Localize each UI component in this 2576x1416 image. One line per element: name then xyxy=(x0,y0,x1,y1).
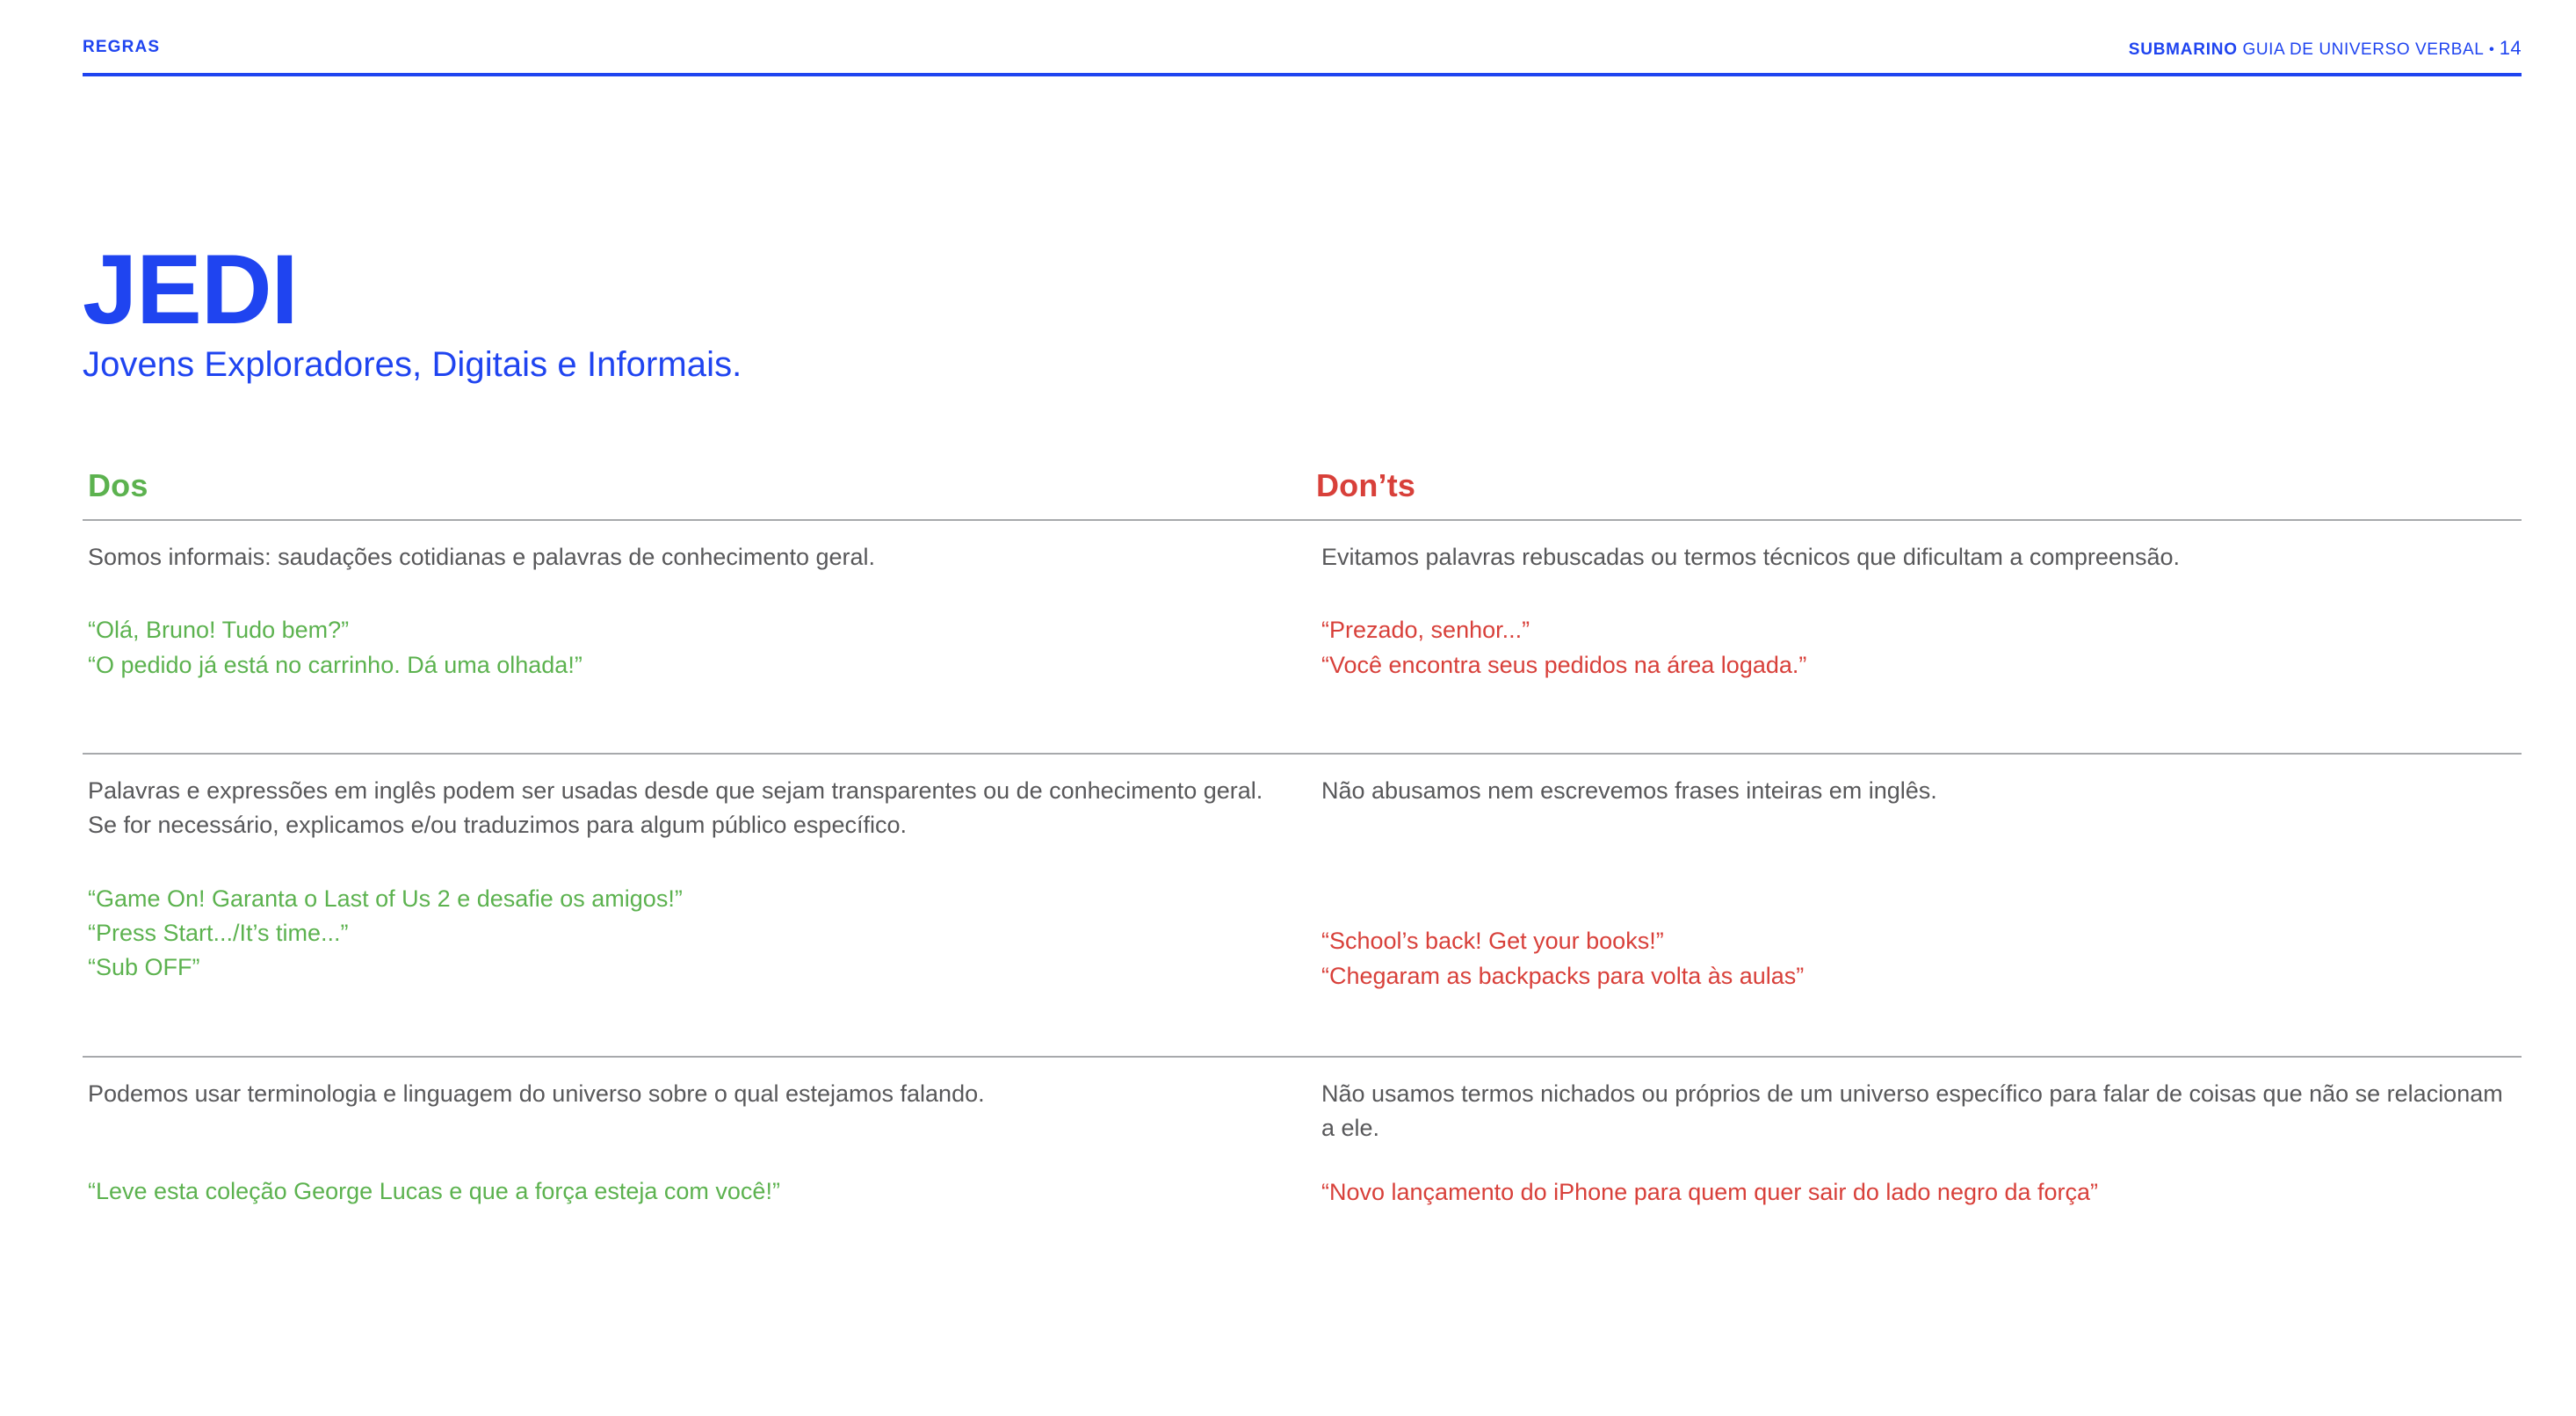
dos-example: “Game On! Garanta o Last of Us 2 e desafie os amigos!” xyxy=(88,885,683,912)
table-row xyxy=(83,521,2522,753)
header-rule xyxy=(83,73,2522,76)
dos-statement: Podemos usar terminologia e linguagem do universo sobre o qual estejamos falando. xyxy=(88,1080,985,1107)
table-cell-donts xyxy=(1316,755,2522,1056)
donts-statement: Não abusamos nem escrevemos frases inteiras em inglês. xyxy=(1321,777,1937,804)
donts-example: “Prezado, senhor...” xyxy=(1321,617,1530,644)
brand-name: SUBMARINO xyxy=(2128,40,2238,59)
section-label: REGRAS xyxy=(83,38,161,56)
donts-examples xyxy=(1321,613,2513,682)
dos-statement: Palavras e expressões em inglês podem ser usadas desde que sejam transparentes ou de conhecimento geral. Se for necessário, explicamos e/ou traduzimos para algum público específico. xyxy=(88,777,1263,839)
page-number: 14 xyxy=(2499,37,2522,59)
donts-example: “Novo lançamento do iPhone para quem quer sair do lado negro da força” xyxy=(1321,1178,2099,1205)
running-head-right xyxy=(2129,39,2522,58)
table-row xyxy=(83,755,2522,1056)
dos-examples xyxy=(88,1174,1281,1209)
page-title: JEDI xyxy=(83,235,298,344)
column-header-donts: Don’ts xyxy=(1316,467,1416,503)
dos-example: “Olá, Bruno! Tudo bem?” xyxy=(88,617,350,644)
donts-example: “Chegaram as backpacks para volta às aulas” xyxy=(1321,962,1805,989)
dos-example: “Press Start.../It’s time...” xyxy=(88,919,349,946)
dos-examples xyxy=(88,613,1281,682)
donts-examples xyxy=(1321,924,2513,993)
table-cell-donts xyxy=(1316,1058,2522,1268)
donts-examples xyxy=(1321,1175,2513,1210)
table-cell-dos xyxy=(83,1058,1316,1268)
page-subtitle: Jovens Exploradores, Digitais e Informais. xyxy=(83,345,742,385)
donts-example: “Você encontra seus pedidos na área logada.” xyxy=(1321,651,1807,678)
dos-statement: Somos informais: saudações cotidianas e palavras de conhecimento geral. xyxy=(88,544,875,570)
table-cell-dos xyxy=(83,521,1316,753)
table-cell-donts xyxy=(1316,521,2522,753)
dos-example: “Sub OFF” xyxy=(88,954,200,981)
donts-statement: Evitamos palavras rebuscadas ou termos técnicos que dificultam a compreensão. xyxy=(1321,544,2180,570)
column-header-dos: Dos xyxy=(88,467,148,503)
table-row xyxy=(83,1058,2522,1268)
dos-example: “O pedido já está no carrinho. Dá uma olhada!” xyxy=(88,651,582,678)
table-header-row xyxy=(83,467,2522,519)
dos-donts-table xyxy=(83,467,2522,1268)
table-cell-dos xyxy=(83,755,1316,1056)
guide-title: GUIA DE UNIVERSO VERBAL xyxy=(2242,40,2485,59)
donts-statement: Não usamos termos nichados ou próprios de um universo específico para falar de coisas que não se relacionam a ele. xyxy=(1321,1080,2503,1142)
dos-examples xyxy=(88,882,1281,985)
title-block xyxy=(83,235,742,385)
bullet-separator-icon: • xyxy=(2489,42,2495,57)
dos-example: “Leve esta coleção George Lucas e que a força esteja com você!” xyxy=(88,1178,780,1205)
running-head xyxy=(83,39,2522,69)
donts-example: “School’s back! Get your books!” xyxy=(1321,928,1664,955)
